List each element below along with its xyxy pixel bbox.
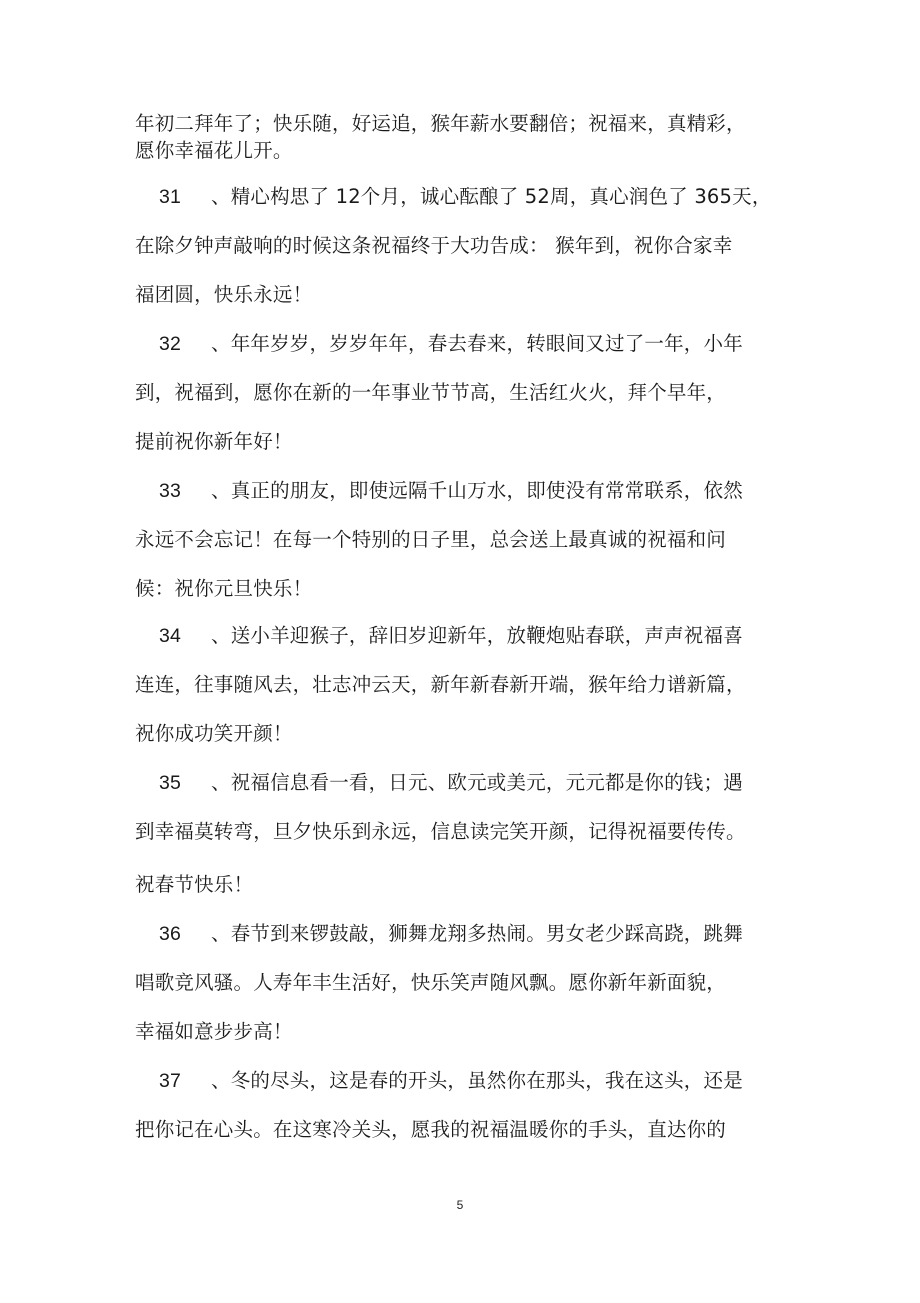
entry-33-line-2: 永远不会忘记！在每一个特别的日子里，总会送上最真诚的祝福和问 [135, 528, 727, 551]
entry-text: 、精心构思了 12个月，诚心酝酿了 52周，真心润色了 365天， [211, 185, 772, 208]
intro-line-1: 年初二拜年了；快乐随，好运追，猴年薪水要翻倍；祝福来，真精彩， [135, 112, 746, 135]
entry-35-line-1 [135, 771, 743, 795]
entry-number: 34 [159, 625, 182, 647]
entry-text: 、送小羊迎猴子，辞旧岁迎新年，放鞭炮贴春联，声声祝福喜 [211, 624, 743, 647]
entry-36-line-2: 唱歌竞风骚。人寿年丰生活好，快乐笑声随风飘。愿你新年新面貌， [135, 971, 727, 994]
entry-number: 32 [159, 333, 182, 355]
entry-37-line-2: 把你记在心头。在这寒冷关头，愿我的祝福温暖你的手头，直达你的 [135, 1118, 727, 1141]
entry-number: 36 [159, 923, 182, 945]
entry-number: 33 [159, 480, 182, 502]
entry-31-line-1 [135, 185, 772, 209]
page-number: 5 [456, 1198, 464, 1212]
intro-line-2: 愿你幸福花儿开。 [135, 139, 293, 162]
entry-text: 、冬的尽头，这是春的开头，虽然你在那头，我在这头，还是 [211, 1069, 743, 1092]
entry-number: 35 [159, 772, 182, 794]
entry-text: 、春节到来锣鼓敲，狮舞龙翔多热闹。男女老少踩高跷，跳舞 [211, 922, 743, 945]
entry-text: 、祝福信息看一看，日元、欧元或美元，元元都是你的钱；遇 [211, 771, 743, 794]
entry-number: 31 [159, 186, 182, 208]
entry-34-line-1 [135, 624, 743, 648]
entry-32-line-2: 到，祝福到，愿你在新的一年事业节节高，生活红火火，拜个早年， [135, 381, 727, 404]
entry-text: 、真正的朋友，即使远隔千山万水，即使没有常常联系，依然 [211, 479, 743, 502]
entry-35-line-3: 祝春节快乐！ [135, 873, 254, 896]
entry-32-line-3: 提前祝你新年好！ [135, 430, 293, 453]
entry-36-line-3: 幸福如意步步高！ [135, 1020, 293, 1043]
entry-text: 、年年岁岁，岁岁年年，春去春来，转眼间又过了一年，小年 [211, 332, 743, 355]
entry-32-line-1 [135, 332, 743, 356]
entry-31-line-2: 在除夕钟声敲响的时候这条祝福终于大功告成： 猴年到，祝你合家幸 [135, 234, 733, 257]
entry-34-line-2: 连连，往事随风去，壮志冲云天，新年新春新开端，猴年给力谱新篇， [135, 673, 746, 696]
entry-37-line-1 [135, 1069, 743, 1093]
entry-31-line-3: 福团圆，快乐永远！ [135, 283, 313, 306]
entry-36-line-1 [135, 922, 743, 946]
entry-35-line-2: 到幸福莫转弯，旦夕快乐到永远，信息读完笑开颜，记得祝福要传传。 [135, 820, 746, 843]
entry-33-line-1 [135, 479, 743, 503]
entry-33-line-3: 候：祝你元旦快乐！ [135, 577, 313, 600]
entry-number: 37 [159, 1070, 182, 1092]
entry-34-line-3: 祝你成功笑开颜！ [135, 722, 293, 745]
